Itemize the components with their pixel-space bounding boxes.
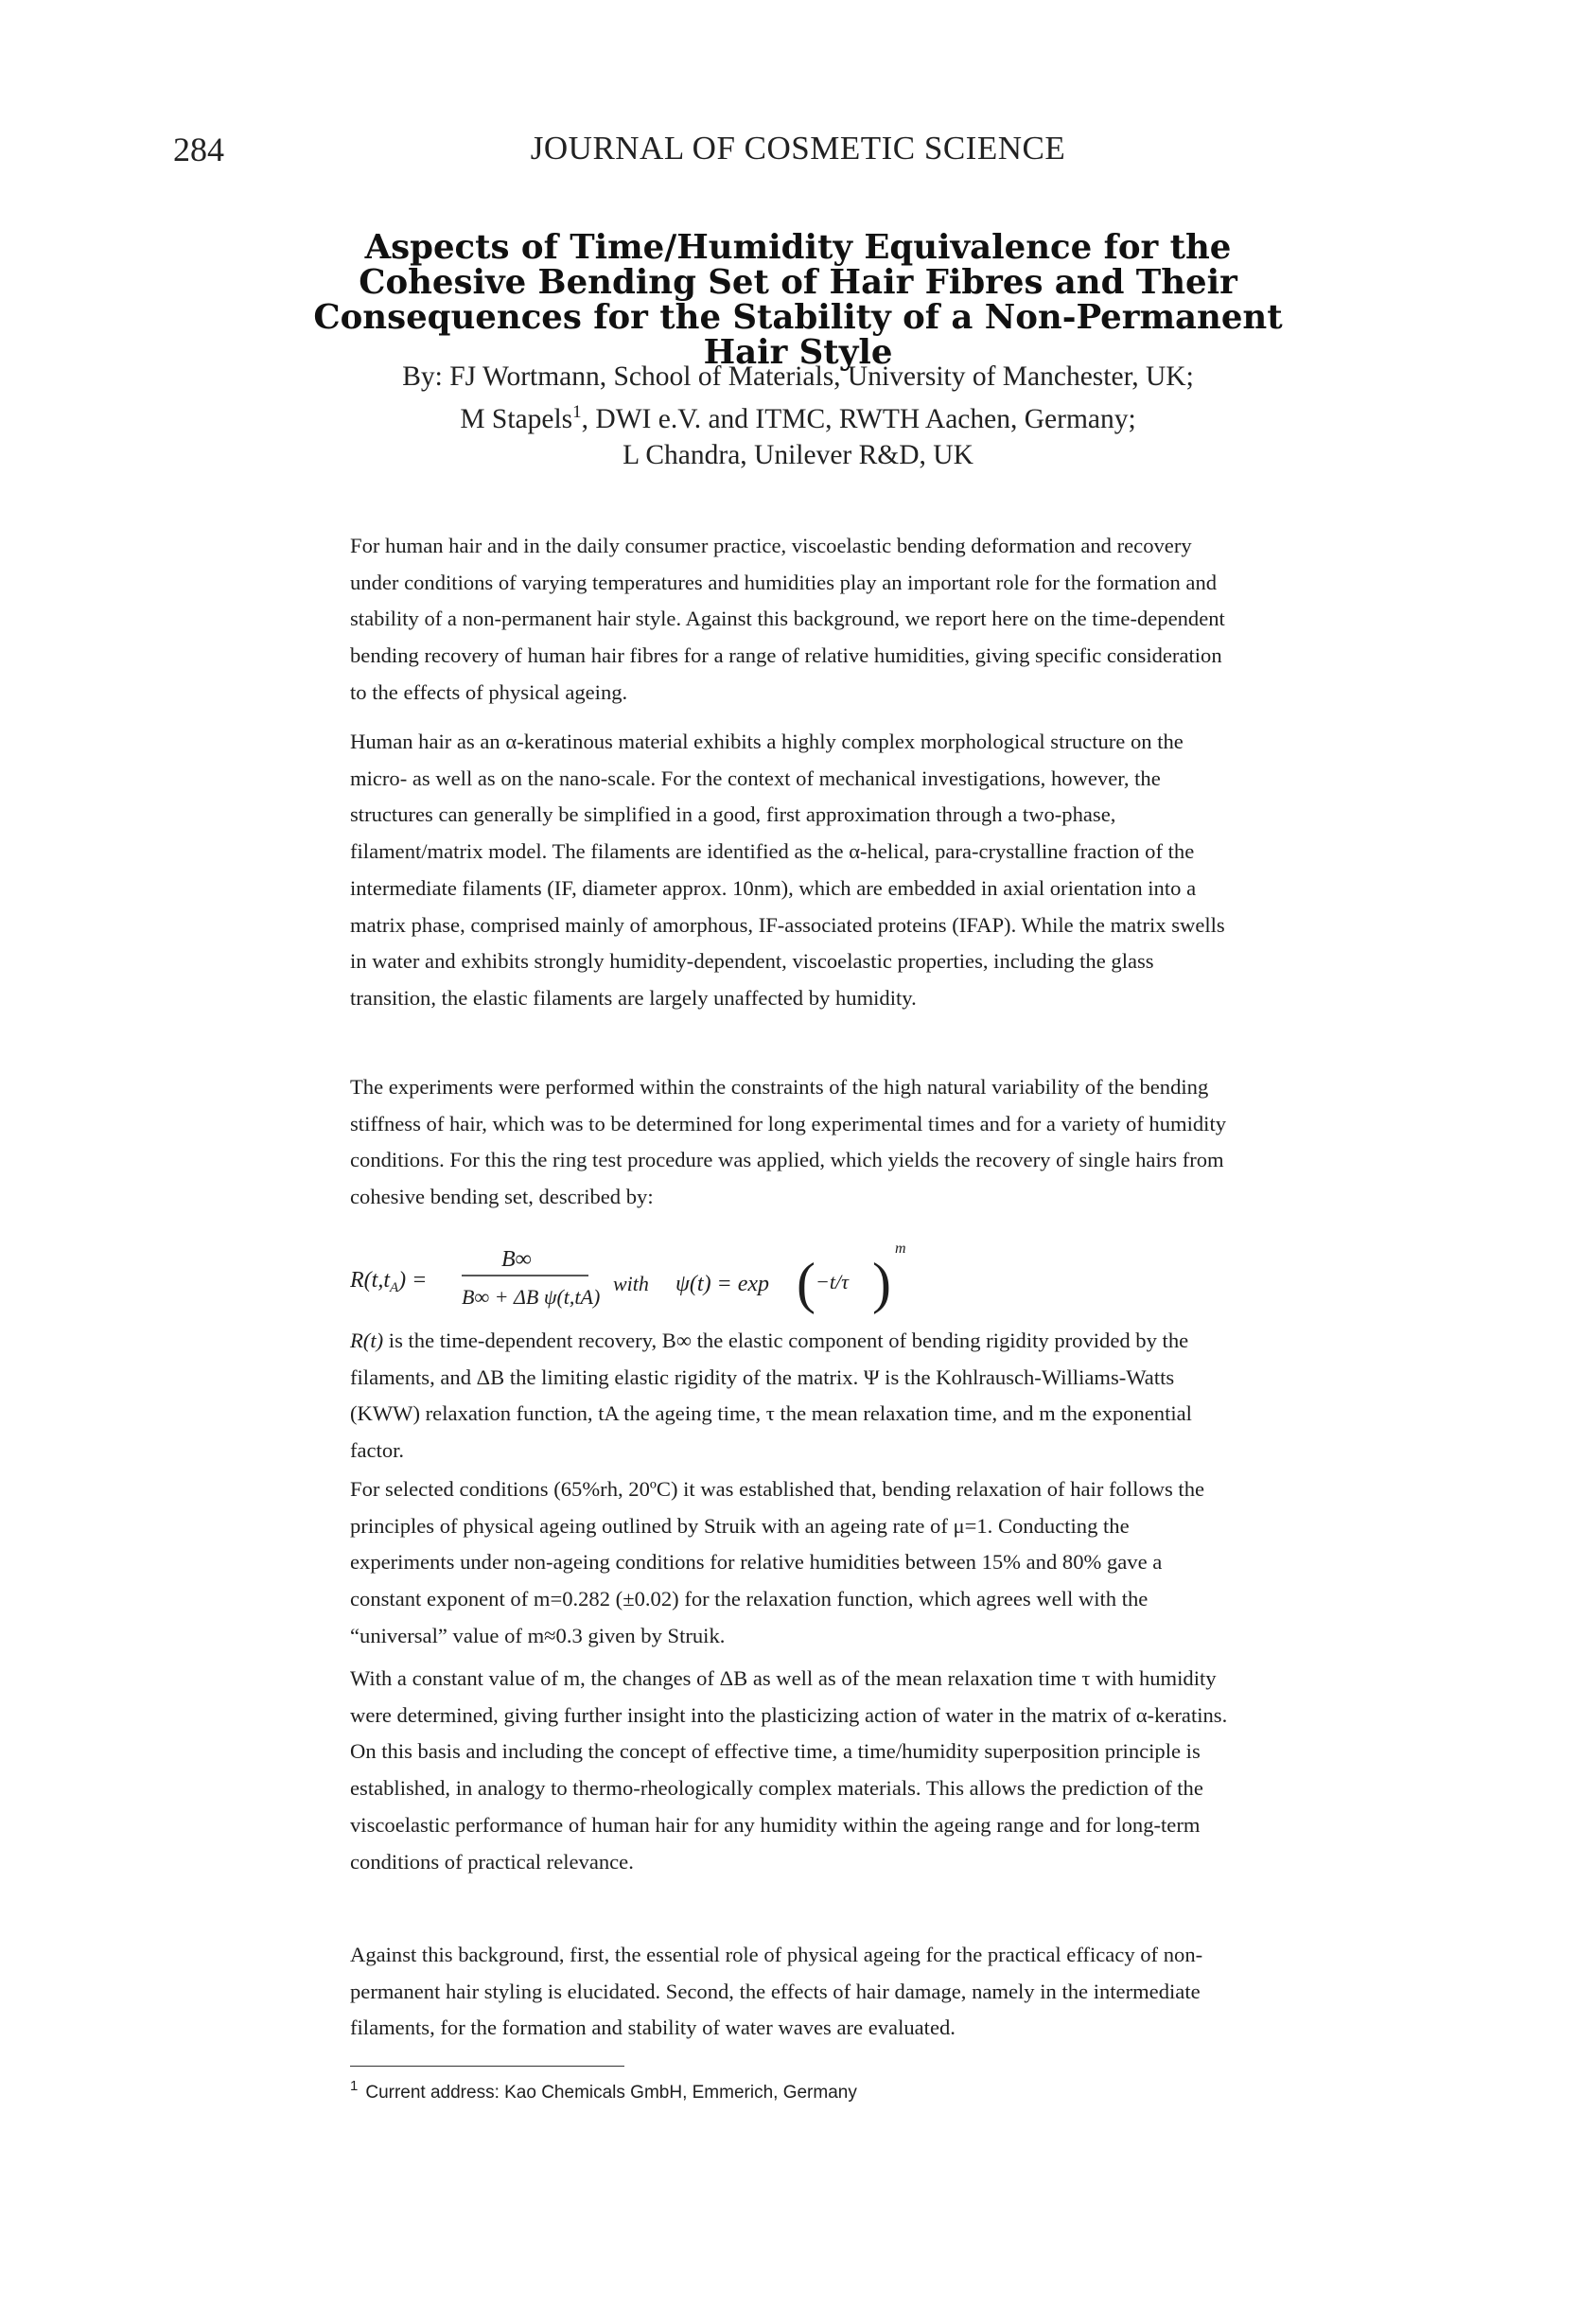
paragraph-text [350, 1323, 1230, 1470]
paragraph-experiments [350, 1069, 1230, 1216]
paragraph-text: For human hair and in the daily consumer practice, viscoelastic bending deformation and recovery under conditions of varying temperatures and humidities play an important role for the formation and stability of a non-permanent hair style. Against this background, we report here on the time-dependent bending recovery of human hair fibres for a range of relative humidities, giving specific consideration to the effects of physical ageing. [350, 534, 1225, 704]
journal-running-header: JOURNAL OF COSMETIC SCIENCE [530, 130, 1066, 167]
author-name: M Stapels [460, 403, 573, 434]
footnote [350, 2078, 857, 2104]
author-line-1: By: FJ Wortmann, School of Materials, University of Manchester, UK; [402, 361, 1194, 392]
equation-with: with [613, 1272, 649, 1295]
footnote-divider [350, 2066, 624, 2067]
equation-denominator: B∞ + ΔB ψ(t,tA) [462, 1285, 601, 1309]
definition-text: is the time-dependent recovery, B∞ the elastic component of bending rigidity provided by the filaments, and ΔB the limiting elastic rigidity of the matrix. Ψ is the Kohlrausch-Williams-Watts (KWW) relaxation function, tA the ageing time, τ the mean relaxation time, and m the exponential factor. [350, 1329, 1192, 1463]
paragraph-morphology [350, 724, 1230, 1017]
left-paren: ( [797, 1252, 816, 1314]
article-title: Aspects of Time/Humidity Equivalence for the Cohesive Bending Set of Hair Fibres and Their Consequences for the Stability of a Non-Permanent Hair Style [313, 228, 1283, 372]
paragraph-conclusion [350, 1937, 1230, 2047]
paragraph-text: With a constant value of m, the changes of ΔB as well as of the mean relaxation time τ with humidity were determined, giving further insight into the plasticizing action of water in the matrix of α-keratins. On this basis and including the concept of effective time, a time/humidity superposition principle is established, in analogy to thermo-rheologically complex materials. This allows the prediction of the viscoelastic performance of human hair for any humidity within the ageing range and for long-term conditions of practical relevance. [350, 1666, 1228, 1874]
paragraph-text: For selected conditions (65%rh, 20ºC) it was established that, bending relaxation of hair follows the principles of physical ageing outlined by Struik with an ageing rate of μ=1. Conducting the experiments under non-ageing conditions for relative humidities between 15% and 80% gave a constant exponent of m=0.282 (±0.02) for the relaxation function, which agrees well with the “universal” value of m≈0.3 given by Struik. [350, 1477, 1205, 1647]
page-number: 284 [173, 131, 224, 168]
author-line-3: L Chandra, Unilever R&D, UK [623, 439, 973, 470]
paragraph-superposition [350, 1661, 1230, 1880]
author-affiliation: , DWI e.V. and ITMC, RWTH Aachen, Germany; [581, 403, 1136, 434]
author-line-2 [312, 395, 1284, 437]
paragraph-text: Against this background, first, the essential role of physical ageing for the practical efficacy of non-permanent hair styling is elucidated. Second, the effects of hair damage, namely in the intermediate filaments, for the formation and stability of water waves are evaluated. [350, 1943, 1203, 2040]
equation-graphic [350, 1230, 918, 1315]
recovery-equation [350, 1230, 918, 1315]
equation-power: m [895, 1241, 906, 1257]
equation-exponent-arg: −t/τ [816, 1270, 849, 1294]
paragraph-definitions [350, 1323, 1230, 1470]
equation-lhs: $R(t,t_A)$ = [350, 1268, 428, 1295]
equation-numerator: B∞ [501, 1247, 532, 1272]
paragraph-text: Human hair as an α-keratinous material exhibits a highly complex morphological structure on the micro- as well as on the nano-scale. For the context of mechanical investigations, however, the structures can generally be simplified in a good, first approximation through a two-phase, filament/matrix model. The filaments are identified as the α-helical, para-crystalline fraction of the intermediate filaments (IF, diameter approx. 10nm), which are embedded in axial orientation into a matrix phase, comprised mainly of amorphous, IF-associated proteins (IFAP). While the matrix swells in water and exhibits strongly humidity-dependent, viscoelastic properties, including the glass transition, the elastic filaments are largely unaffected by humidity. [350, 730, 1225, 1010]
affiliation-marker: 1 [572, 402, 582, 422]
symbol-R: R(t) [350, 1329, 384, 1352]
paragraph-text: The experiments were performed within the constraints of the high natural variability of the bending stiffness of hair, which was to be determined for long experimental times and for a variety of humidity conditions. For this the ring test procedure was applied, which yields the recovery of single hairs from cohesive bending set, described by: [350, 1075, 1227, 1209]
equation-psi: ψ(t) = exp [675, 1272, 770, 1296]
author-block [312, 359, 1284, 473]
paragraph-ageing [350, 1471, 1230, 1655]
footnote-marker: 1 [350, 2078, 359, 2094]
footnote-text: Current address: Kao Chemicals GmbH, Emmerich, Germany [365, 2083, 857, 2103]
paragraph-intro [350, 528, 1230, 712]
right-paren: ) [872, 1252, 891, 1314]
